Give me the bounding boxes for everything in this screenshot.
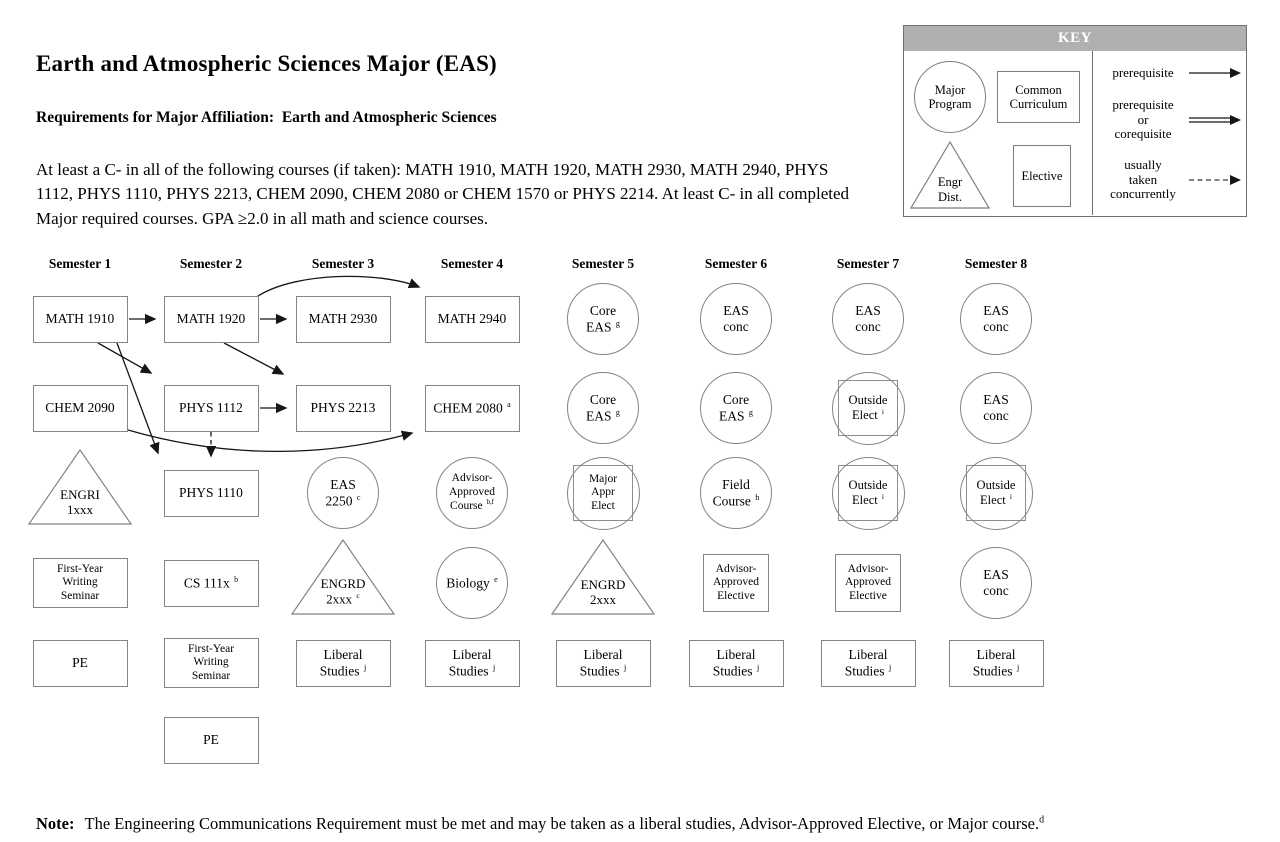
key-coreq-label-1: prerequisite bbox=[1112, 97, 1174, 113]
edge-math1920-to-math2940 bbox=[258, 276, 419, 296]
course-node-conc8c: EAS conc bbox=[960, 547, 1032, 619]
key-common-label-1: Common bbox=[1015, 82, 1062, 97]
key-engr-label-2: Dist. bbox=[938, 189, 962, 204]
course-node-pe1: PE bbox=[33, 640, 128, 687]
key-elective-label: Elective bbox=[1021, 168, 1063, 183]
course-node-field: Field Course $^h$ bbox=[700, 457, 772, 529]
dashed-arrow-icon bbox=[1188, 172, 1242, 188]
semester-header-5: Semester 5 bbox=[571, 256, 635, 271]
key-prerequisite-row bbox=[1100, 60, 1242, 86]
key-legend bbox=[903, 25, 1247, 217]
course-node-chem2090: CHEM 2090 bbox=[33, 385, 128, 432]
key-major-label-2: Program bbox=[928, 97, 972, 111]
key-major-label-1: Major bbox=[934, 82, 966, 97]
course-node-math1920: MATH 1920 bbox=[164, 296, 259, 343]
course-node-lib5: Liberal Studies $^j$ bbox=[556, 640, 651, 687]
course-node-lib7: Liberal Studies $^j$ bbox=[821, 640, 916, 687]
key-concurrent-row bbox=[1100, 153, 1242, 207]
course-node-majelect: Major Appr Elect bbox=[565, 455, 642, 532]
course-node-advcourse: Advisor- Approved Course $^{b,f}$ bbox=[436, 457, 508, 529]
course-node-out7a: Outside Elect $^i$ bbox=[830, 370, 907, 447]
note-label: Note: bbox=[36, 813, 75, 833]
key-common-label-2: Curriculum bbox=[1009, 97, 1068, 111]
course-node-chem2080: CHEM 2080 $^a$ bbox=[425, 385, 520, 432]
course-node-lib6: Liberal Studies $^j$ bbox=[689, 640, 784, 687]
key-divider bbox=[1092, 51, 1093, 215]
key-body bbox=[904, 51, 1246, 215]
semester-header-8: Semester 8 bbox=[964, 256, 1028, 271]
course-node-engrd5: ENGRD 2xxx bbox=[551, 539, 655, 615]
course-node-phys2213: PHYS 2213 bbox=[296, 385, 391, 432]
key-engr-dist-triangle bbox=[910, 141, 990, 209]
course-node-math1910: MATH 1910 bbox=[33, 296, 128, 343]
course-node-engrd3: ENGRD 2xxx $^c$ bbox=[291, 539, 395, 615]
course-node-conc6: EAS conc bbox=[700, 283, 772, 355]
course-node-core6: Core EAS $^g$ bbox=[700, 372, 772, 444]
course-node-lib3: Liberal Studies $^j$ bbox=[296, 640, 391, 687]
course-node-phys1110: PHYS 1110 bbox=[164, 470, 259, 517]
semester-header-2: Semester 2 bbox=[179, 256, 243, 271]
course-node-fyws1: First-Year Writing Seminar bbox=[33, 558, 128, 608]
requirements-paragraph: At least a C- in all of the following courses (if taken): MATH 1910, MATH 1920, MATH 2930, MATH 2940, PHYS 1112, PHYS 1110, PHYS 2213, CHEM 2090, CHEM 2080 or CHEM 1570 or PHYS 2214. At least C- in all completed Major required courses. GPA ≥2.0 in all math and science courses. bbox=[36, 160, 850, 228]
key-coreq-label-2: or bbox=[1137, 111, 1149, 127]
semester-header-1: Semester 1 bbox=[48, 256, 112, 271]
footnote bbox=[36, 814, 1044, 834]
course-node-advel7: Advisor- Approved Elective bbox=[835, 554, 901, 612]
course-node-math2940: MATH 2940 bbox=[425, 296, 520, 343]
key-elective-square bbox=[1013, 145, 1071, 207]
key-concurrent-label-1: usually bbox=[1124, 157, 1162, 173]
course-node-lib8: Liberal Studies $^j$ bbox=[949, 640, 1044, 687]
course-node-cs111x: CS 111x $^b$ bbox=[164, 560, 259, 607]
note-text: The Engineering Communications Requirement must be met and may be taken as a liberal studies, Advisor-Approved Elective, or Major course. bbox=[84, 813, 1040, 833]
course-node-eas2250: EAS 2250 $^c$ bbox=[307, 457, 379, 529]
course-node-conc7: EAS conc bbox=[832, 283, 904, 355]
edge-math1910-to-phys1112 bbox=[98, 343, 151, 373]
semester-header-3: Semester 3 bbox=[311, 256, 375, 271]
course-node-lib4: Liberal Studies $^j$ bbox=[425, 640, 520, 687]
semester-header-6: Semester 6 bbox=[704, 256, 768, 271]
key-concurrent-label-2: taken bbox=[1128, 171, 1158, 187]
course-node-out7b: Outside Elect $^i$ bbox=[830, 455, 907, 532]
double-arrow-icon bbox=[1188, 112, 1242, 128]
key-title: KEY bbox=[904, 26, 1246, 51]
solid-arrow-icon bbox=[1188, 65, 1242, 81]
course-node-math2930: MATH 2930 bbox=[296, 296, 391, 343]
key-coreq-row bbox=[1100, 93, 1242, 147]
semester-header-7: Semester 7 bbox=[836, 256, 900, 271]
course-node-core5a: Core EAS $^g$ bbox=[567, 283, 639, 355]
course-node-engri1xxx: ENGRI 1xxx bbox=[28, 449, 132, 525]
page-title: Earth and Atmospheric Sciences Major (EAS) bbox=[36, 51, 497, 77]
course-node-pe2: PE bbox=[164, 717, 259, 764]
key-concurrent-label-3: concurrently bbox=[1110, 186, 1176, 202]
course-node-fyws2: First-Year Writing Seminar bbox=[164, 638, 259, 688]
course-node-conc8b: EAS conc bbox=[960, 372, 1032, 444]
affiliation-heading: Requirements for Major Affiliation: Earth and Atmospheric Sciences bbox=[36, 108, 497, 126]
key-coreq-label-3: corequisite bbox=[1114, 126, 1172, 142]
course-node-core5b: Core EAS $^g$ bbox=[567, 372, 639, 444]
course-node-conc8a: EAS conc bbox=[960, 283, 1032, 355]
course-node-phys1112: PHYS 1112 bbox=[164, 385, 259, 432]
edge-chem2090-to-chem2080 bbox=[128, 430, 412, 451]
course-node-advel6: Advisor- Approved Elective bbox=[703, 554, 769, 612]
note-superscript: d bbox=[1039, 814, 1045, 825]
semester-header-4: Semester 4 bbox=[440, 256, 504, 271]
key-common-curriculum-rect bbox=[997, 71, 1080, 123]
course-node-out8: Outside Elect $^i$ bbox=[958, 455, 1035, 532]
key-engr-label-1: Engr bbox=[937, 175, 963, 190]
key-prereq-label: prerequisite bbox=[1112, 64, 1174, 80]
course-node-biology: Biology $^e$ bbox=[436, 547, 508, 619]
key-major-program-circle bbox=[914, 61, 986, 133]
edge-math1920-to-phys2213 bbox=[224, 343, 283, 374]
